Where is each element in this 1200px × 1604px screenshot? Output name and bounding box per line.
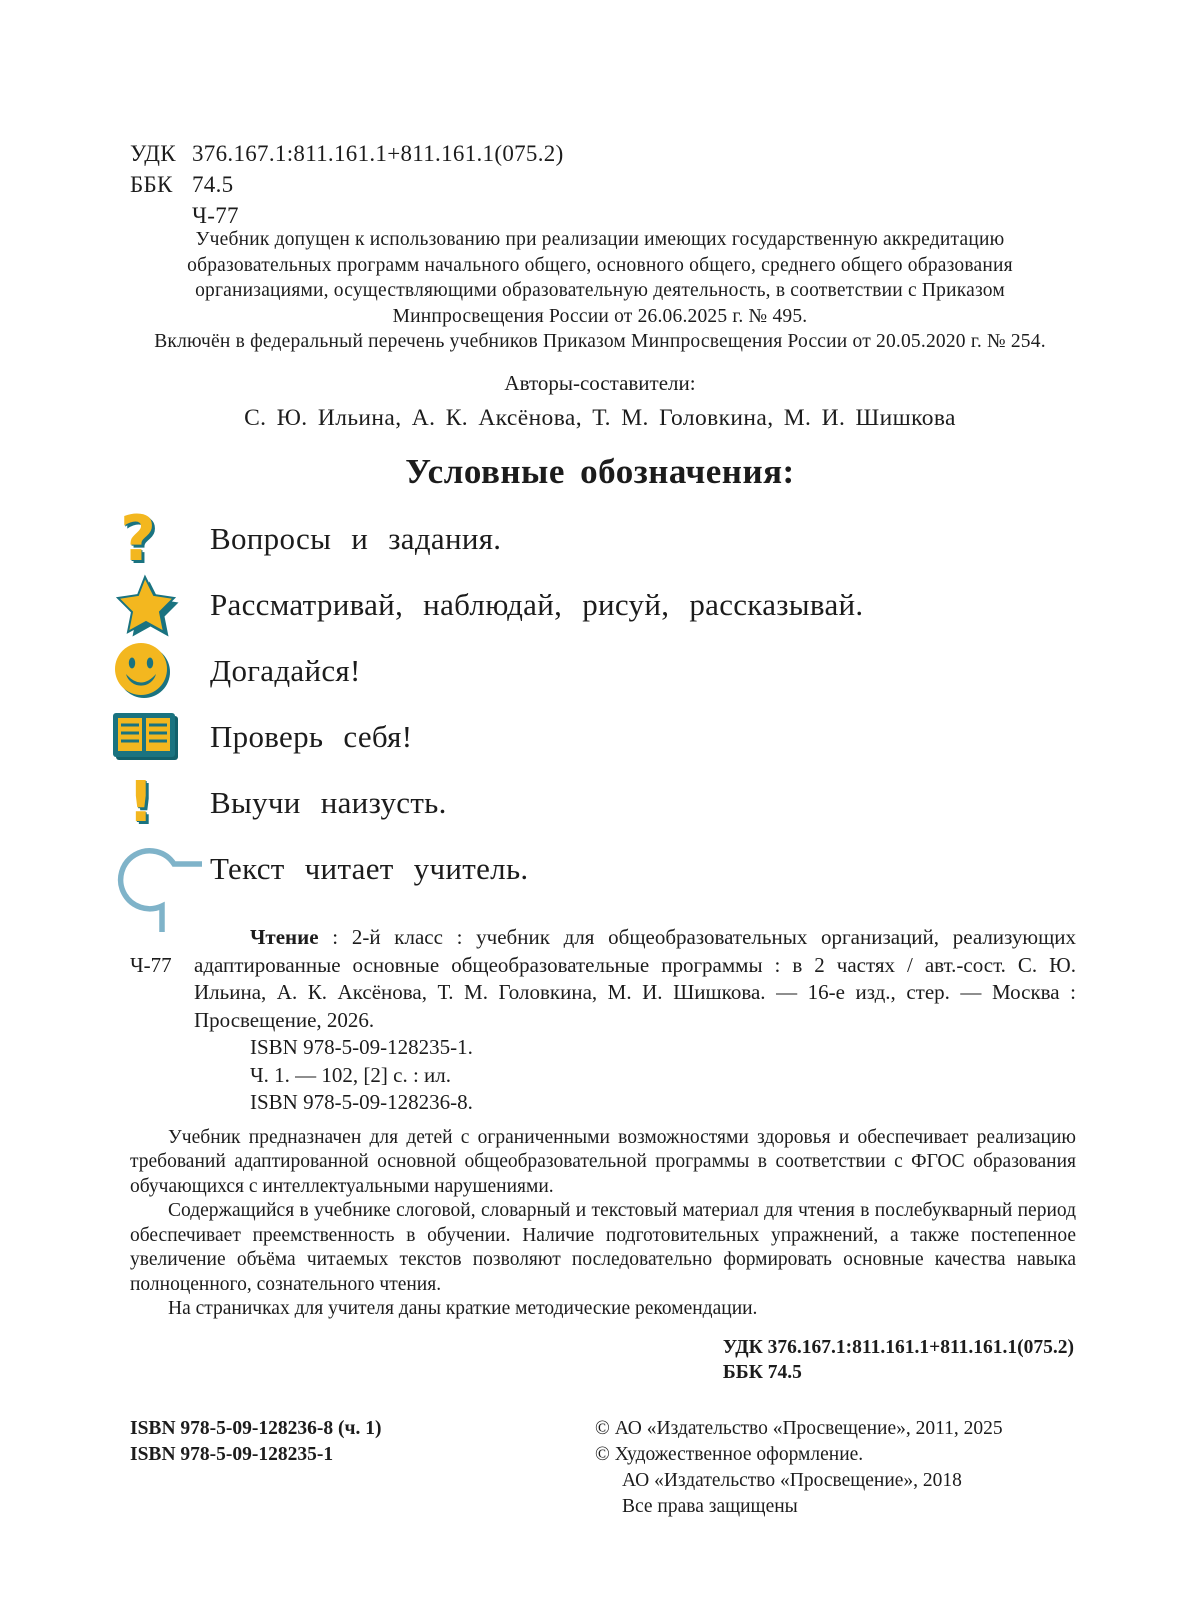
question-icon: ? bbox=[120, 502, 156, 575]
annotation-block bbox=[130, 1126, 1076, 1322]
annotation-paragraph: Учебник предназначен для детей с ограниченными возможностями здоровья и обеспечивает реализацию требований адаптированной основной общеобразовательной программы в соответствии с ФГОС образования обучающихся с интеллектуальными нарушениями. bbox=[130, 1126, 1076, 1197]
copyright-line: АО «Издательство «Просвещение», 2018 bbox=[622, 1469, 962, 1491]
federal-list-text: Включён в федеральный перечень учебников Приказом Минпросвещения России от 20.05.2020 г. № 254. bbox=[154, 331, 1046, 352]
teacher-reads-icon bbox=[112, 836, 204, 932]
copyright-line: © Художественное оформление. bbox=[595, 1443, 864, 1465]
authors-names: С. Ю. Ильина, А. К. Аксёнова, Т. М. Головкина, М. И. Шишкова bbox=[244, 405, 956, 431]
footer bbox=[130, 1416, 1076, 1520]
bib-title: Чтение bbox=[250, 925, 319, 949]
isbn-part-line: ISBN 978-5-09-128236-8 (ч. 1) bbox=[130, 1417, 382, 1439]
legend-row-questions bbox=[112, 502, 863, 575]
accreditation-block bbox=[122, 227, 1078, 355]
bibliographic-record bbox=[130, 924, 1076, 1117]
classification-codes-bottom bbox=[723, 1335, 1076, 1385]
bbk-label: ББК bbox=[130, 172, 173, 197]
bib-description: Чтение : 2-й класс : учебник для общеобразовательных организаций, реализующих адаптированные основные общеобразовательные программы : в 2 частях / авт.-сост. С. Ю. Ильина, А. К. Аксёнова, Т. М. Головкина, М. И. Шишкова. — 16-е изд., стер. — Москва : Просвещение, 2026. bbox=[194, 925, 1076, 1032]
legend-label: Текст читает учитель. bbox=[210, 851, 529, 886]
open-book-icon bbox=[112, 712, 180, 762]
lower-block bbox=[130, 924, 1076, 1520]
bbk-line bbox=[130, 169, 564, 200]
legend-label: Догадайся! bbox=[210, 653, 361, 688]
author-sign-code: Ч-77 bbox=[192, 203, 239, 228]
legend-row-memorize bbox=[112, 770, 863, 836]
classification-codes-top bbox=[130, 138, 564, 231]
isbn-line: ISBN 978-5-09-128235-1. bbox=[250, 1035, 473, 1059]
smiley-icon bbox=[112, 641, 174, 701]
legend-title: Условные обозначения: bbox=[405, 452, 795, 491]
copyright-line: Все права защищены bbox=[622, 1495, 798, 1517]
udk-value: 376.167.1:811.161.1+811.161.1(075.2) bbox=[192, 141, 564, 166]
legend-label: Вопросы и задания. bbox=[210, 521, 502, 556]
udk-label: УДК bbox=[130, 141, 176, 166]
bbk-bottom-line: ББК 74.5 bbox=[722, 1361, 802, 1383]
exclamation-icon: ! bbox=[128, 770, 154, 835]
footer-copyright-block bbox=[595, 1416, 1003, 1520]
annotation-paragraph: На страничках для учителя даны краткие методические рекомендации. bbox=[168, 1298, 758, 1319]
legend-row-check bbox=[112, 704, 863, 770]
legend-row-guess bbox=[112, 638, 863, 704]
isbn-line: ISBN 978-5-09-128236-8. bbox=[250, 1090, 473, 1114]
legend-row-observe bbox=[112, 572, 863, 638]
accreditation-text: Учебник допущен к использованию при реализации имеющих государственную аккредитацию образовательных программ начального общего, основного общего, среднего общего образования организациями, осуществляющими образовательную деятельность, в соответствии с Приказом Минпросвещения России от 26.06.2025 г. № 495. bbox=[187, 229, 1013, 327]
part-info-line: Ч. 1. — 102, [2] с. : ил. bbox=[250, 1062, 452, 1087]
legend-label: Выучи наизусть. bbox=[210, 785, 447, 820]
udk-line bbox=[130, 138, 564, 169]
legend-list bbox=[112, 502, 864, 902]
copyright-line: © АО «Издательство «Просвещение», 2011, 2025 bbox=[595, 1417, 1003, 1439]
authors-block bbox=[0, 371, 1200, 432]
legend-row-teacher-reads bbox=[112, 836, 863, 902]
footer-isbn-block bbox=[130, 1416, 595, 1520]
authors-label: Авторы-составители: bbox=[504, 371, 696, 395]
bbk-value: 74.5 bbox=[192, 172, 234, 197]
author-sign-code: Ч-77 bbox=[130, 953, 172, 977]
star-icon bbox=[112, 574, 178, 636]
annotation-paragraph: Содержащийся в учебнике слоговой, словарный и текстовый материал для чтения в послебукварный период обеспечивает преемственность в обучении. Наличие подготовительных упражнений, а также постепенное увеличение объёма читаемых текстов позволяют последовательно формировать основные качества навыка полноценного, сознательного чтения. bbox=[130, 1200, 1076, 1295]
legend-label: Рассматривай, наблюдай, рисуй, рассказывай. bbox=[210, 587, 864, 622]
udk-bottom-line: УДК 376.167.1:811.161.1+811.161.1(075.2) bbox=[722, 1336, 1074, 1358]
legend-label: Проверь себя! bbox=[210, 719, 413, 754]
isbn-full-line: ISBN 978-5-09-128235-1 bbox=[130, 1443, 334, 1465]
